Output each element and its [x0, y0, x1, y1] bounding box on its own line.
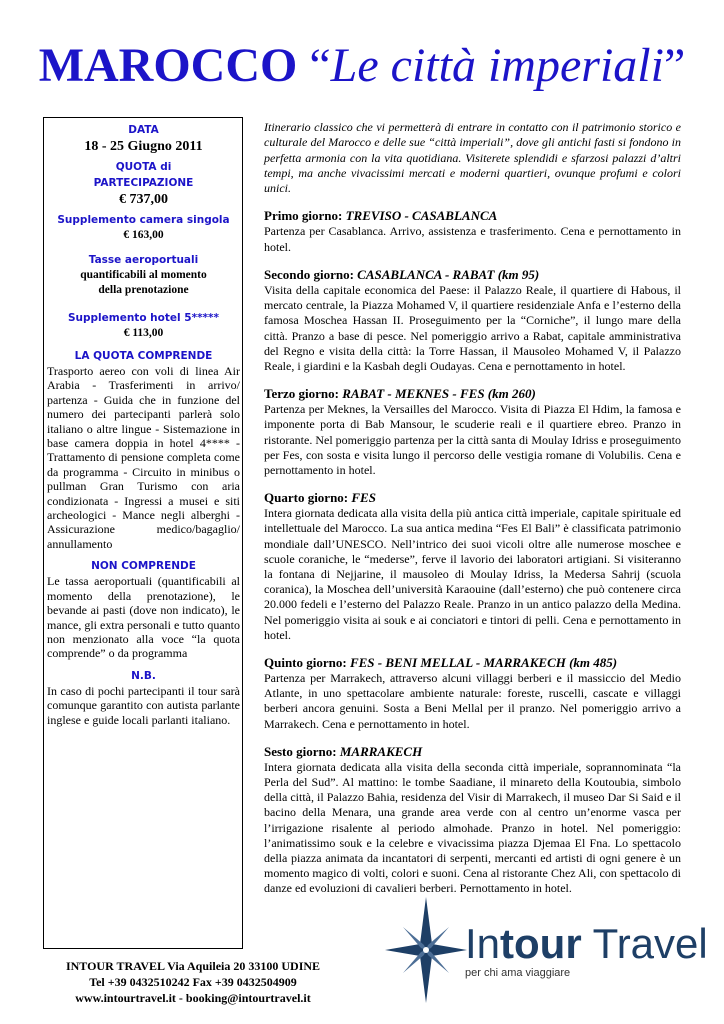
day-route: TREVISO - CASABLANCA — [345, 208, 498, 224]
logo-part-in: In — [465, 920, 501, 967]
day-description: Intera giornata dedicata alla visita della più antica città imperiale, capitale spirituale ed intellettuale del Marocco. La sua antica medina “Fes El Bali” è classificata patrimonio mondiale dall’UNESCO. Nell’intrico dei suoi vicoli oltre alle numerose moschee e scuole coraniche, le “mederse”, ferve il lavorio dei laboratori artigiani. Si visiteranno la fontana di Nejjarine, il mausoleo di Moulay Idriss, la Medersa Sahrij (scuola coranica), la Moschea dell’università Karaouine (dall’esterno) che può contenere circa 20.000 fedeli e l’esterno del Palazzo Reale. Pranzo in un antico palazzo della Medina. Nel pomeriggio visita ai souk e ai conciatori e tintori di pelli. Cena e pernottamento in hotel. — [264, 506, 681, 642]
title-quote-open: “ — [309, 39, 331, 92]
supplemento-hotel-value: € 113,00 — [123, 327, 164, 339]
data-label: DATA — [128, 124, 159, 136]
day-description: Partenza per Casablanca. Arrivo, assistenza e trasferimento. Cena e pernottamento in hotel. — [264, 224, 681, 254]
day-label: Primo giorno: — [264, 208, 343, 224]
day-heading — [264, 386, 681, 402]
intour-travel-logo — [385, 895, 708, 1005]
title-subtitle: Le città imperiali — [330, 39, 664, 92]
day-route: FES - BENI MELLAL - MARRAKECH (km 485) — [349, 654, 618, 670]
nb-label: N.B. — [131, 669, 156, 682]
data-value: 18 - 25 Giugno 2011 — [84, 139, 203, 154]
comprende-text: Trasporto aereo con voli di linea Air Arabia - Trasferimenti in arrivo/ partenza - Guida che in funzione del numero dei partecipanti parlerà solo italiano o altre lingue - Sistemazione in base camera doppia in hotel 4**** - Trattamento di pensione completa come da programma - Circuito in minibus o pullman Gran Turismo con aria condizionata - Ingressi a musei e siti archeologici - Mance negli alberghi - Assicurazione medico/bagaglio/ annullamento — [47, 364, 240, 551]
day-route: CASABLANCA - RABAT (km 95) — [357, 266, 540, 282]
day-4 — [264, 490, 681, 643]
day-label: Sesto giorno: — [264, 743, 337, 759]
info-sidebar — [43, 117, 243, 949]
footer-phone: Tel +39 0432510242 Fax +39 0432504909 — [89, 975, 297, 989]
day-label: Secondo giorno: — [264, 266, 354, 282]
day-1 — [264, 208, 681, 254]
quota-label-1: QUOTA di — [115, 161, 172, 173]
day-description: Partenza per Meknes, la Versailles del Marocco. Visita di Piazza El Hdim, la famosa e imponente porta di Bab Mansour, le scuderie reali e il quartiere ebreo. Pranzo in ristorante. Nel pomeriggio partenza per la città santa di Moulay Idriss e proseguimento per Fes, con sosta e visita lungo il percorso delle vestigia romane di Volubilis. Cena e pernottamento in hotel. — [264, 402, 681, 477]
day-description: Intera giornata dedicata alla visita della seconda città imperiale, soprannominata “la Perla del Sud”. Al mattino: le tombe Saadiane, il minareto della Koutoubia, simbolo della città, il Palazzo Bahia, residenza del Visir di Marrakech, il museo Dar Si Said e il bacino della Menara, una grande area verde con al centro un’enorme vasca per l’irrigazione risalente al periodo almohade. Pranzo in hotel. Nel pomeriggio: l’animatissimo souk e la celebre e vivacissima piazza Djemaa El Fna. Lo spettacolo della piazza animata da incantatori di serpenti, mercanti ed artisti di ogni genere è un momento magico di volti, colori e suoni. Cena al ristorante Chez Ali, con spettacolo di danze ed evoluzioni di cavalieri berberi. Pernottamento in hotel. — [264, 759, 681, 896]
tasse-label: Tasse aeroportuali — [88, 254, 199, 266]
day-label: Quarto giorno: — [264, 490, 349, 506]
tasse-text-2: della prenotazione — [98, 284, 189, 296]
non-comprende-label: NON COMPRENDE — [91, 560, 196, 573]
day-5 — [264, 655, 681, 732]
day-heading — [264, 208, 681, 224]
non-comprende-text: Le tassa aeroportuali (quantificabili al momento della prenotazione), le bevande ai pasti (dove non indicato), le mance, gli extra personali e tutto quanto non menzionato alla voce “la quota comprende” o da programma — [47, 574, 240, 661]
agency-footer — [43, 958, 343, 1006]
logo-part-travel: Travel — [581, 920, 708, 967]
intro-text: Itinerario classico che vi permetterà di entrare in contatto con il patrimonio storico e culturale del Marocco e delle sue “città imperiali”, dove gli antichi fasti si fondono in perfetta armonia con la vita quotidiana. Visiterete splendidi e sfarzosi palazzi d’altri tempi, ma anche vivacissimi mercati e moderni quartieri, ovunque profumi e colori unici. — [264, 120, 681, 196]
page-title — [0, 38, 724, 94]
day-heading — [264, 490, 681, 506]
quota-value: € 737,00 — [119, 192, 168, 207]
quota-label-2: PARTECIPAZIONE — [93, 177, 194, 189]
supplemento-singola-label: Supplemento camera singola — [57, 214, 230, 226]
day-heading — [264, 655, 681, 671]
title-quote-close: ” — [663, 39, 686, 92]
title-main: MAROCCO — [38, 39, 298, 92]
logo-tagline: per chi ama viaggiare — [465, 967, 571, 979]
day-3 — [264, 386, 681, 478]
supplemento-singola-value: € 163,00 — [123, 229, 164, 241]
footer-address: INTOUR TRAVEL Via Aquileia 20 33100 UDINE — [65, 959, 321, 973]
supplemento-hotel-label: Supplemento hotel 5***** — [67, 312, 220, 324]
nb-text: In caso di pochi partecipanti il tour sarà comunque garantito con autista parlante inglese e guide locali parlanti italiano. — [47, 683, 240, 727]
day-6 — [264, 744, 681, 897]
day-heading — [264, 744, 681, 760]
day-description: Visita della capitale economica del Paese: il Palazzo Reale, il quartiere di Habous, il mercato centrale, la Piazza Mohamed V, il quartiere residenziale Anfa e l’esterno della famosa Moschea Hassan II. Proseguimento per la “Corniche”, il lungo mare della città. Pranzo a base di pesce. Nel pomeriggio arrivo a Rabat, capitale amministrativa del Regno e visita della città: la Torre Hassan, il Mausoleo Mohamed V, il Palazzo Reale, i giardini e la Kasbah degli Oudayas. Cena e pernottamento in hotel. — [264, 282, 681, 373]
tasse-text-1: quantificabili al momento — [80, 269, 207, 281]
day-label: Quinto giorno: — [264, 654, 347, 670]
day-route: FES — [351, 490, 376, 506]
day-label: Terzo giorno: — [264, 386, 339, 402]
logo-part-tour: tour — [500, 920, 582, 967]
footer-web: www.intourtravel.it - booking@intourtravel.it — [75, 991, 311, 1005]
itinerary — [264, 120, 681, 897]
day-route: RABAT - MEKNES - FES (km 260) — [342, 386, 536, 402]
comprende-label: LA QUOTA COMPRENDE — [74, 350, 213, 362]
day-2 — [264, 267, 681, 374]
day-description: Partenza per Marrakech, attraverso alcuni villaggi berberi e il massiccio del Medio Atlante, in uno spettacolare ambiente naturale: foreste, ruscelli, cascate e villaggi berberi ancora genuini. Sosta a Beni Mellal per il pranzo. Nel pomeriggio arrivo a Marrakech. Cena e pernottamento in hotel. — [264, 670, 681, 731]
day-route: MARRAKECH — [339, 743, 423, 759]
day-heading — [264, 267, 681, 283]
logo-wordmark — [465, 920, 708, 967]
compass-star-icon — [385, 895, 467, 1005]
